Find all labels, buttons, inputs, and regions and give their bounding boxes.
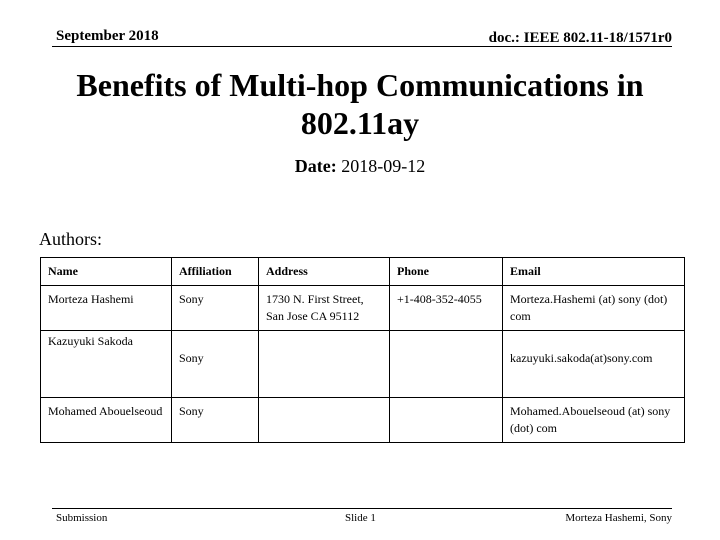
column-header-address: Address — [259, 258, 390, 286]
author-phone — [390, 331, 503, 398]
date-line — [0, 156, 720, 177]
date-label: Date: — [294, 156, 337, 176]
author-affiliation: Sony — [172, 286, 259, 331]
author-email: Mohamed.Abouelseoud (at) sony (dot) com — [503, 398, 685, 443]
footer-submission: Submission — [56, 512, 108, 524]
date-value: 2018-09-12 — [341, 156, 426, 176]
author-affiliation: Sony — [172, 398, 259, 443]
column-header-phone: Phone — [390, 258, 503, 286]
author-affiliation: Sony — [172, 331, 259, 398]
column-header-affiliation: Affiliation — [172, 258, 259, 286]
authors-label: Authors: — [39, 229, 102, 249]
author-address: 1730 N. First Street, San Jose CA 95112 — [259, 286, 390, 331]
author-phone — [390, 398, 503, 443]
slide-title: Benefits of Multi-hop Communications in 802.11ay — [76, 67, 644, 141]
header-divider — [52, 46, 672, 47]
footer-divider — [52, 508, 672, 509]
author-name: Morteza Hashemi — [41, 286, 172, 331]
author-phone: +1-408-352-4055 — [390, 286, 503, 331]
authors-table — [40, 257, 685, 443]
document-id: doc.: IEEE 802.11-18/1571r0 — [488, 30, 672, 46]
author-email: Morteza.Hashemi (at) sony (dot) com — [503, 286, 685, 331]
table-row — [41, 331, 685, 398]
author-address — [259, 331, 390, 398]
author-name: Kazuyuki Sakoda — [41, 331, 172, 398]
column-header-name: Name — [41, 258, 172, 286]
author-name: Mohamed Abouelseoud — [41, 398, 172, 443]
table-header-row — [41, 258, 685, 286]
table-row — [41, 286, 685, 331]
author-email: kazuyuki.sakoda(at)sony.com — [503, 331, 685, 398]
author-address — [259, 398, 390, 443]
header-date: September 2018 — [56, 28, 159, 44]
table-row — [41, 398, 685, 443]
slide-number: Slide 1 — [345, 512, 376, 524]
footer-author: Morteza Hashemi, Sony — [565, 512, 672, 524]
column-header-email: Email — [503, 258, 685, 286]
